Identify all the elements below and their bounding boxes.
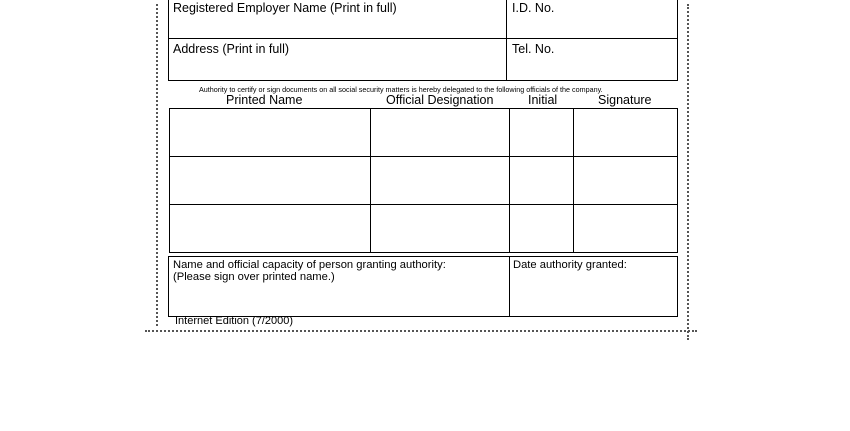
row2-designation-cell[interactable] xyxy=(370,156,510,205)
header-printed-name: Printed Name xyxy=(226,93,303,107)
tel-number-label: Tel. No. xyxy=(512,42,555,56)
row1-signature-cell[interactable] xyxy=(573,108,678,157)
date-granted-label: Date authority granted: xyxy=(513,259,627,271)
row2-initial-cell[interactable] xyxy=(509,156,574,205)
row3-designation-cell[interactable] xyxy=(370,204,510,253)
right-cut-line xyxy=(687,4,691,340)
authority-note: Authority to certify or sign documents on all social security matters is hereby delegated to the following officials of the company. xyxy=(199,85,603,94)
header-initial: Initial xyxy=(528,93,558,107)
row2-printed-name-cell[interactable] xyxy=(169,156,371,205)
granting-person-label-line2: (Please sign over printed name.) xyxy=(173,271,335,283)
row2-signature-cell[interactable] xyxy=(573,156,678,205)
header-official-designation: Official Designation xyxy=(386,93,494,107)
bottom-cut-line xyxy=(145,330,697,334)
row3-printed-name-cell[interactable] xyxy=(169,204,371,253)
granting-person-label xyxy=(173,259,446,283)
row1-printed-name-cell[interactable] xyxy=(169,108,371,157)
left-cut-line xyxy=(156,4,160,326)
address-label: Address (Print in full) xyxy=(173,42,290,56)
id-number-label: I.D. No. xyxy=(512,1,555,15)
employer-name-label: Registered Employer Name (Print in full) xyxy=(173,1,397,15)
row1-initial-cell[interactable] xyxy=(509,108,574,157)
row3-initial-cell[interactable] xyxy=(509,204,574,253)
row3-signature-cell[interactable] xyxy=(573,204,678,253)
granting-person-label-line1: Name and official capacity of person granting authority: xyxy=(173,259,446,271)
row1-designation-cell[interactable] xyxy=(370,108,510,157)
internet-edition-label: Internet Edition (7/2000) xyxy=(175,315,294,327)
header-signature: Signature xyxy=(598,93,652,107)
